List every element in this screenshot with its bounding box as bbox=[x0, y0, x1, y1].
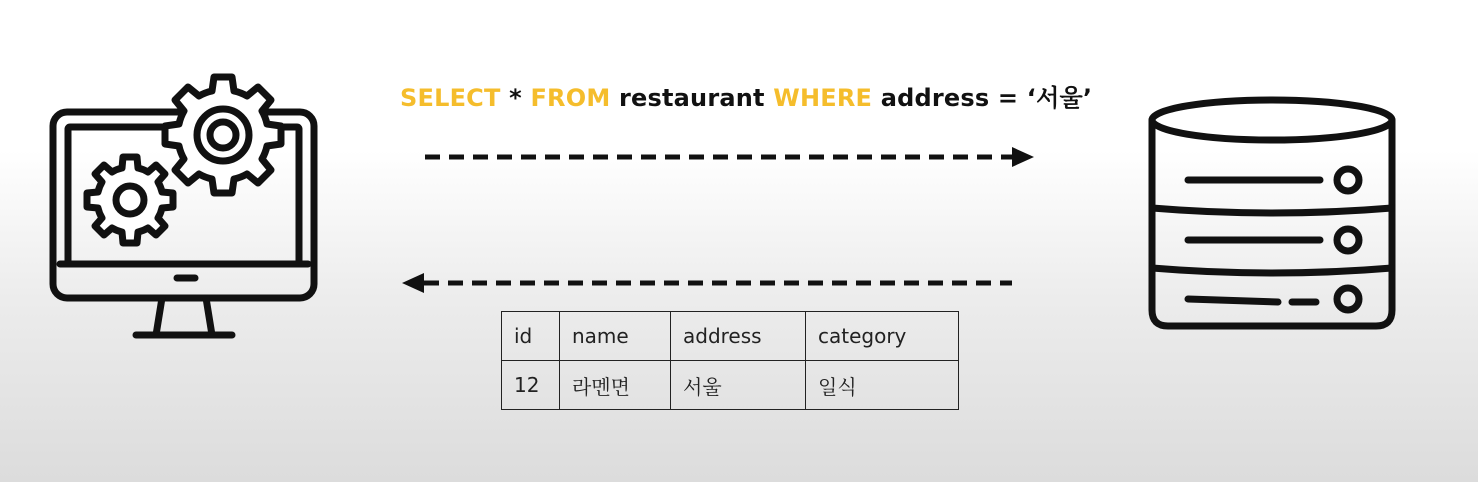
db-separator-2 bbox=[1152, 268, 1392, 273]
result-table bbox=[501, 311, 959, 410]
table-row bbox=[502, 361, 959, 410]
keyword-from: FROM bbox=[530, 84, 611, 112]
database-server-icon bbox=[1140, 92, 1410, 342]
query-star: * bbox=[509, 84, 522, 112]
arrow-right-head-icon bbox=[1012, 147, 1034, 167]
header-category: category bbox=[806, 312, 959, 361]
db-led-2 bbox=[1337, 229, 1359, 251]
db-separator-1 bbox=[1152, 208, 1392, 213]
cell-category: 일식 bbox=[806, 361, 959, 410]
query-table-name: restaurant bbox=[618, 84, 765, 112]
header-name: name bbox=[560, 312, 671, 361]
keyword-where: WHERE bbox=[773, 84, 873, 112]
db-top bbox=[1152, 100, 1392, 140]
db-led-3 bbox=[1337, 288, 1359, 310]
response-arrow bbox=[402, 273, 1012, 293]
query-column: address bbox=[880, 84, 990, 112]
header-address: address bbox=[671, 312, 806, 361]
cell-address: 서울 bbox=[671, 361, 806, 410]
db-slot-3 bbox=[1188, 299, 1278, 302]
request-arrow bbox=[425, 147, 1034, 167]
cell-name: 라멘면 bbox=[560, 361, 671, 410]
cell-id: 12 bbox=[502, 361, 560, 410]
query-equals: = bbox=[997, 84, 1019, 112]
arrow-left-head-icon bbox=[402, 273, 424, 293]
table-header-row bbox=[502, 312, 959, 361]
header-id: id bbox=[502, 312, 560, 361]
query-value: ‘서울’ bbox=[1026, 84, 1093, 112]
db-led-1 bbox=[1337, 169, 1359, 191]
keyword-select: SELECT bbox=[400, 84, 501, 112]
